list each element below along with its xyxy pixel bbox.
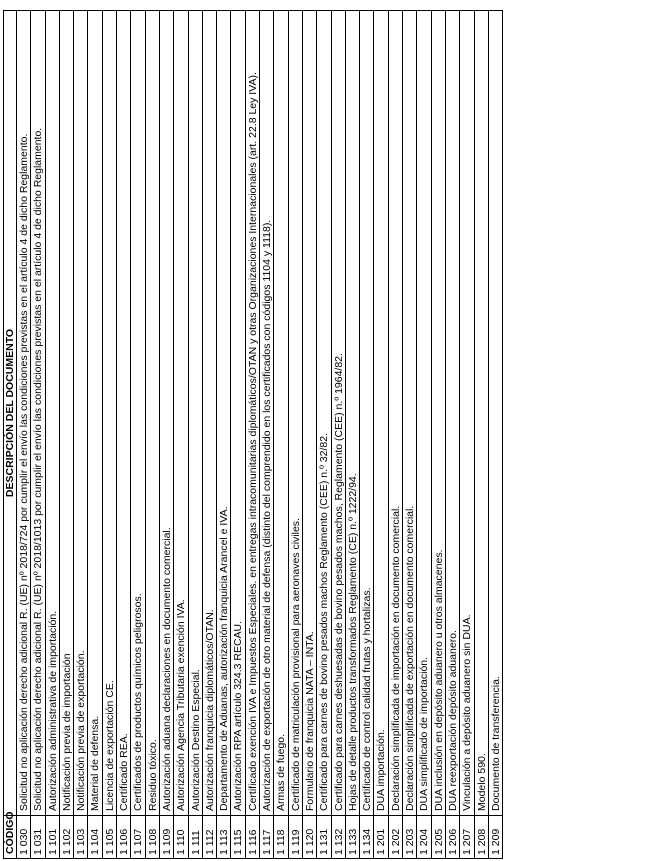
table-row: [188, 11, 202, 859]
row-description: Vinculación a depósito aduanero sin DUA.: [460, 11, 474, 816]
table-header-row: [4, 11, 17, 859]
table-row: [345, 11, 359, 859]
row-code: 1 101: [45, 816, 59, 859]
table-row: [374, 11, 388, 859]
row-description: DUA importación.: [374, 11, 388, 816]
table-body: [17, 11, 503, 859]
table-row: [431, 11, 445, 859]
row-code: 1 118: [274, 816, 288, 859]
table-row: [245, 11, 259, 859]
row-code: 1 111: [188, 816, 202, 859]
table-row: [474, 11, 488, 859]
row-code: 1 203: [403, 816, 417, 859]
table-row: [360, 11, 374, 859]
row-code: 1 120: [302, 816, 316, 859]
table-row: [217, 11, 231, 859]
row-code: 1 204: [417, 816, 431, 859]
row-description: Notificación previa de importación: [59, 11, 73, 816]
row-description: Certificado REA.: [117, 11, 131, 816]
row-code: 1 201: [374, 816, 388, 859]
row-description: Certificado para carnes deshuesadas de bovino pesados machos, Reglamento (CEE) n.º 1964/82.: [331, 11, 345, 816]
table-row: [88, 11, 102, 859]
row-description: Formulario de franquicia NATA – INTA.: [302, 11, 316, 816]
row-description: Armas de fuego.: [274, 11, 288, 816]
table-row: [117, 11, 131, 859]
row-code: 1 106: [117, 816, 131, 859]
code-column-header: CÓDIGO: [4, 816, 17, 859]
table-row: [74, 11, 88, 859]
table-row: [131, 11, 145, 859]
row-description: Certificado para carnes de bovino pesados machos Reglamento (CEE) n.º 32/82.: [317, 11, 331, 816]
row-code: 1 117: [260, 816, 274, 859]
table-row: [460, 11, 474, 859]
table-row: [288, 11, 302, 859]
row-description: Modelo 590.: [474, 11, 488, 816]
row-code: 1 109: [159, 816, 173, 859]
row-description: Certificado de matriculación provisional para aeronaves civiles.: [288, 11, 302, 816]
row-description: Autorización RPA artículo 324.3 RECAU.: [231, 11, 245, 816]
row-description: Certificado de control calidad frutas y hortalizas.: [360, 11, 374, 816]
table-row: [302, 11, 316, 859]
row-description: DUA inclusión en depósito aduanero u otros almacenes.: [431, 11, 445, 816]
row-code: 1 132: [331, 816, 345, 859]
document-codes-table: [3, 10, 503, 859]
row-description: Licencia de exportación CE.: [102, 11, 116, 816]
row-description: Certificado exención IVA e Impuestos Especiales. en entregas intracomunitarias diplomáticos/OTAN y otras Organizaciones Internacionales (art. 22.8 Ley IVA).: [245, 11, 259, 816]
table-row: [388, 11, 402, 859]
row-code: 1 113: [217, 816, 231, 859]
row-code: 1 209: [488, 816, 502, 859]
row-description: Autorización franquicia diplomáticos/OTAN.: [202, 11, 216, 816]
description-column-header: DESCRIPCIÓN DEL DOCUMENTO: [4, 11, 17, 816]
table-row: [445, 11, 459, 859]
row-code: 1 104: [88, 816, 102, 859]
table-row: [317, 11, 331, 859]
table-row: [231, 11, 245, 859]
row-code: 1 208: [474, 816, 488, 859]
row-code: 1 108: [145, 816, 159, 859]
row-description: DUA simplificado de importación.: [417, 11, 431, 816]
row-code: 1 205: [431, 816, 445, 859]
row-code: 1 119: [288, 816, 302, 859]
row-description: Autorización Agencia Tributaria exención IVA.: [174, 11, 188, 816]
table-row: [202, 11, 216, 859]
row-code: 1 131: [317, 816, 331, 859]
table-row: [45, 11, 59, 859]
row-code: 1 207: [460, 816, 474, 859]
row-description: Declaración simplificada de exportación en documento comercial.: [403, 11, 417, 816]
row-description: Autorización administrativa de importación.: [45, 11, 59, 816]
table-row: [102, 11, 116, 859]
row-code: 1 030: [17, 816, 31, 859]
row-description: Notificación previa de exportación.: [74, 11, 88, 816]
row-code: 1 134: [360, 816, 374, 859]
row-description: Departamento de Aduanas, autorización franquicia Arancel e IVA.: [217, 11, 231, 816]
row-code: 1 206: [445, 816, 459, 859]
table-row: [59, 11, 73, 859]
table-row: [159, 11, 173, 859]
row-code: 1 102: [59, 816, 73, 859]
row-description: Autorización aduana declaraciones en documento comercial.: [159, 11, 173, 816]
table-row: [417, 11, 431, 859]
table-row: [17, 11, 31, 859]
row-description: Solicitud no aplicación derecho adicional R. (UE) nº 2018/724 por cumplir el envío las condiciones previstas en el artículo 4 de dicho Reglamento.: [17, 11, 31, 816]
row-code: 1 133: [345, 816, 359, 859]
row-description: Autorización Destino Especial.: [188, 11, 202, 816]
table-row: [331, 11, 345, 859]
row-code: 1 031: [31, 816, 45, 859]
row-description: Solicitud no aplicación derecho adicional R. (UE) nº 2018/1013 por cumplir el envío las condiciones previstas en el artículo 4 de dicho Reglamento.: [31, 11, 45, 816]
table-row: [31, 11, 45, 859]
table-row: [145, 11, 159, 859]
row-code: 1 116: [245, 816, 259, 859]
row-description: Autorización de exportación de otro material de defensa (distinto del comprendido en los certificados con códigos 1104 y 1118).: [260, 11, 274, 816]
row-code: 1 112: [202, 816, 216, 859]
row-description: Residuo tóxico.: [145, 11, 159, 816]
row-code: 1 103: [74, 816, 88, 859]
row-description: DUA reexportación depósito aduanero.: [445, 11, 459, 816]
row-code: 1 115: [231, 816, 245, 859]
row-code: 1 202: [388, 816, 402, 859]
table-row: [403, 11, 417, 859]
table-row: [488, 11, 502, 859]
table-row: [174, 11, 188, 859]
table-row: [260, 11, 274, 859]
row-description: Material de defensa.: [88, 11, 102, 816]
row-code: 1 110: [174, 816, 188, 859]
row-code: 1 105: [102, 816, 116, 859]
row-description: Certificados de productos químicos peligrosos.: [131, 11, 145, 816]
row-description: Hojas de detalle productos transformados Reglamento (CE) n.º 1222/94.: [345, 11, 359, 816]
row-description: Declaración simplificada de importación en documento comercial.: [388, 11, 402, 816]
row-description: Documento de transferencia.: [488, 11, 502, 816]
table-row: [274, 11, 288, 859]
row-code: 1 107: [131, 816, 145, 859]
